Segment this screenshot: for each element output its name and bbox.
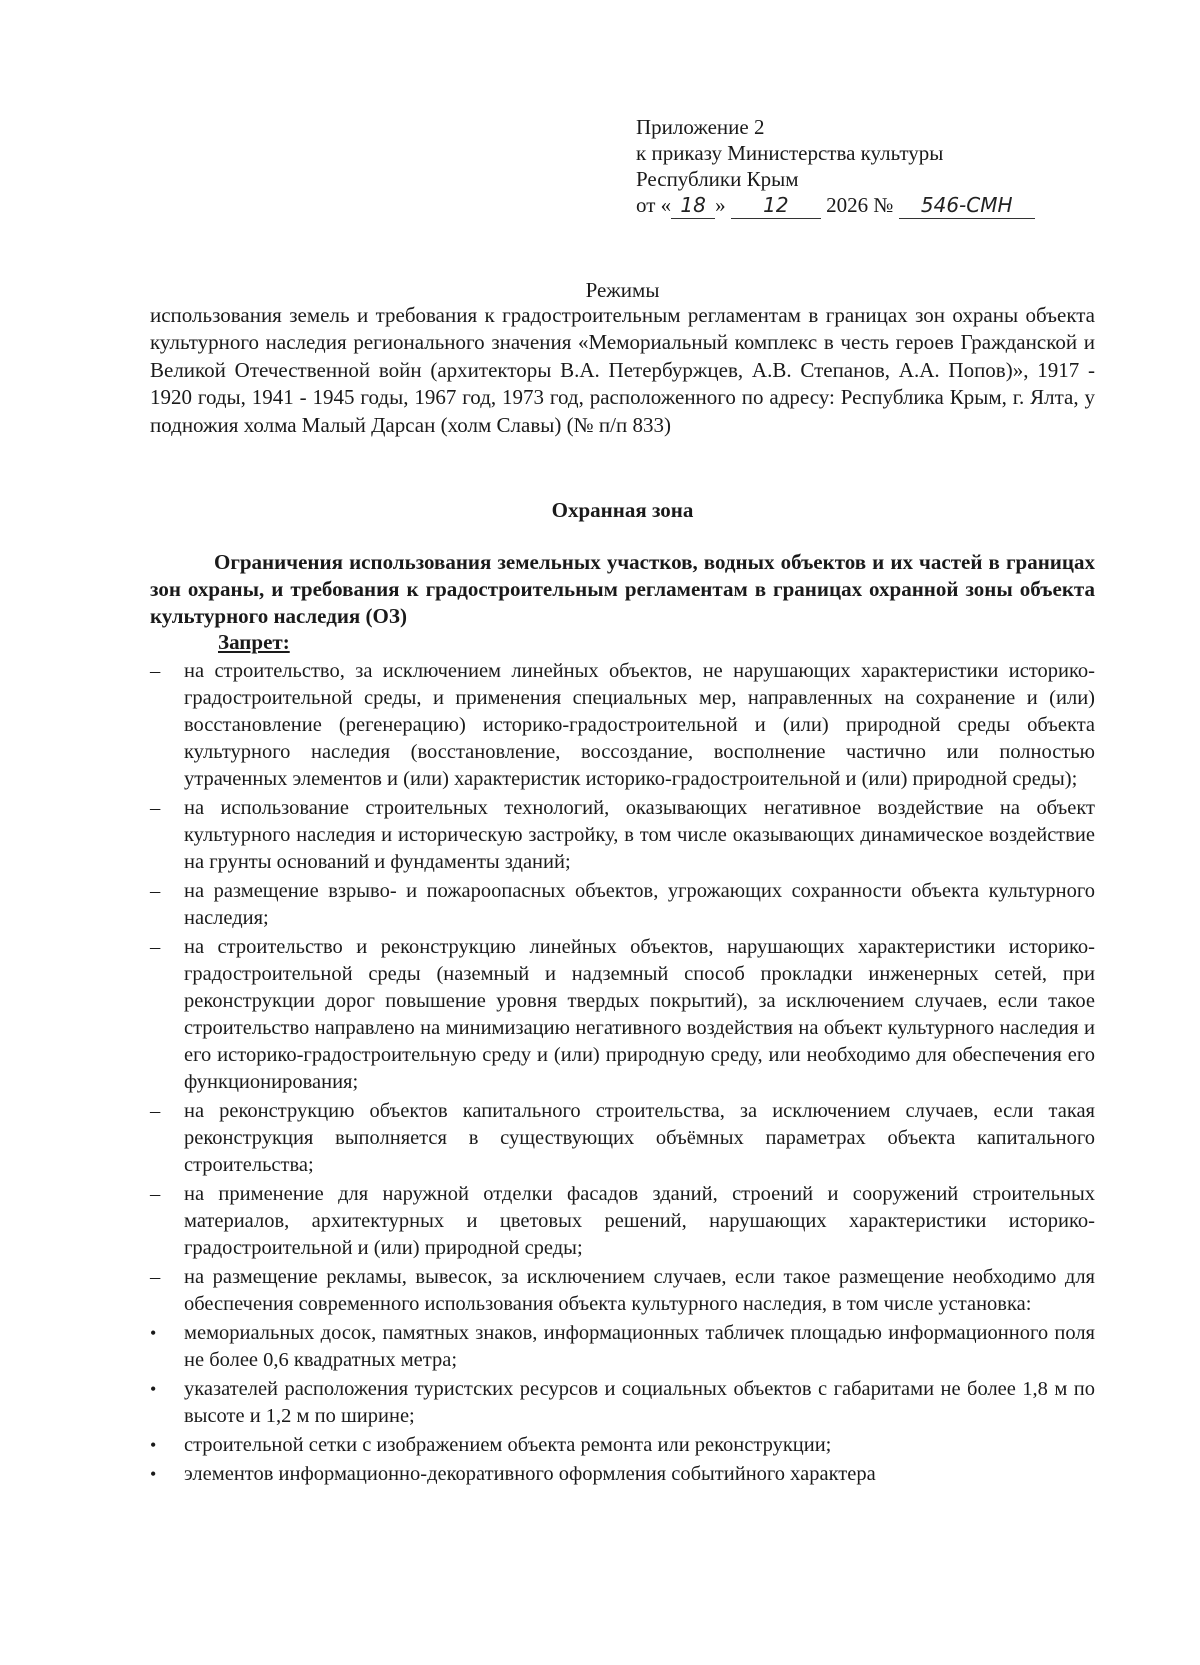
list-item — [150, 658, 1095, 793]
bullet-marker: • — [150, 1323, 157, 1343]
dash-marker: – — [150, 880, 161, 902]
date-mid: » — [715, 193, 726, 217]
list-item — [150, 934, 1095, 1096]
appendix-header — [636, 114, 1035, 219]
list-item — [150, 1264, 1095, 1318]
dash-marker: – — [150, 797, 161, 819]
dash-marker: – — [150, 660, 161, 682]
order-number: 546-СМН — [899, 192, 1035, 219]
date-day: 18 — [671, 192, 715, 219]
list-item-text: элементов информационно-декоративного оформления событийного характера — [184, 1463, 876, 1485]
appendix-line-3: Республики Крым — [636, 167, 799, 191]
list-item — [150, 1181, 1095, 1262]
date-month: 12 — [731, 192, 821, 219]
list-item — [150, 1432, 1095, 1459]
zone-title: Охранная зона — [551, 498, 694, 522]
list-item-text: на применение для наружной отделки фасадов зданий, строений и сооружений строительных материалов, архитектурных и цветовых решений, нарушающих характеристики историко-градостроительной и (или) природной среды; — [184, 1183, 1095, 1259]
bullet-marker: • — [150, 1379, 157, 1399]
appendix-line-1: Приложение 2 — [636, 115, 765, 139]
dash-marker: – — [150, 1100, 161, 1122]
list-item — [150, 1461, 1095, 1488]
list-item — [150, 1098, 1095, 1179]
date-prefix: от « — [636, 193, 672, 217]
list-item-text: указателей расположения туристских ресурсов и социальных объектов с габаритами не более 1,8 м по высоте и 1,2 м по ширине; — [184, 1378, 1095, 1427]
restrictions-list — [150, 658, 1095, 1490]
list-item-text: на реконструкцию объектов капитального строительства, за исключением случаев, если такая реконструкция выполняется в существующих объёмных параметрах объекта капитального строительства; — [184, 1100, 1095, 1176]
appendix-date-line — [636, 192, 1035, 219]
list-item-text: на размещение взрыво- и пожароопасных объектов, угрожающих сохранности объекта культурного наследия; — [184, 880, 1095, 929]
list-item-text: на строительство, за исключением линейных объектов, не нарушающих характеристики историко-градостроительной среды, и применения специальных мер, направленных на сохранение и (или) восстановление (регенерацию) историко-градостроительной и (или) природной среды объекта культурного наследия (восстановление, воссоздание, восполнение частично или полностью утраченных элементов и (или) характеристик историко-градостроительной и (или) природной среды); — [184, 660, 1095, 790]
dash-marker: – — [150, 936, 161, 958]
restrictions-heading: Ограничения использования земельных участков, водных объектов и их частей в границах зон охраны, и требования к градостроительным регламентам в границах охранной зоны объекта культурного наследия (ОЗ) — [150, 550, 1095, 628]
ban-label: Запрет: — [218, 630, 290, 654]
document-subtitle: использования земель и требования к градостроительным регламентам в границах зон охраны объекта культурного наследия регионального значения «Мемориальный комплекс в честь героев Гражданской и Великой Отечественной войн (архитекторы В.А. Петербуржцев, А.В. Степанов, А.А. Попов)», 1917 - 1920 годы, 1941 - 1945 годы, 1967 год, 1973 год, расположенного по адресу: Республика Крым, г. Ялта, у подножия холма Малый Дарсан (холм Славы) (№ п/п 833) — [150, 303, 1095, 437]
list-item — [150, 1376, 1095, 1430]
date-year: 2026 № — [826, 193, 894, 217]
list-item — [150, 795, 1095, 876]
list-item-text: мемориальных досок, памятных знаков, информационных табличек площадью информационного поля не более 0,6 квадратных метра; — [184, 1322, 1095, 1371]
list-item-text: на использование строительных технологий, оказывающих негативное воздействие на объект культурного наследия и историческую застройку, в том числе оказывающих динамическое воздействие на грунты оснований и фундаменты зданий; — [184, 797, 1095, 873]
document-title: Режимы — [585, 278, 660, 302]
list-item-text: строительной сетки с изображением объекта ремонта или реконструкции; — [184, 1434, 832, 1456]
bullet-marker: • — [150, 1464, 157, 1484]
dash-marker: – — [150, 1266, 161, 1288]
list-item — [150, 1320, 1095, 1374]
list-item — [150, 878, 1095, 932]
appendix-line-2: к приказу Министерства культуры — [636, 141, 944, 165]
list-item-text: на строительство и реконструкцию линейных объектов, нарушающих характеристики историко-градостроительной среды (наземный и надземный способ прокладки инженерных сетей, при реконструкции дорог повышение уровня твердых покрытий), за исключением случаев, если такое строительство направлено на минимизацию негативного воздействия на объект культурного наследия и его историко-градостроительную среду и (или) природную среду, или необходимо для обеспечения его функционирования; — [184, 936, 1095, 1093]
bullet-marker: • — [150, 1435, 157, 1455]
dash-marker: – — [150, 1183, 161, 1205]
list-item-text: на размещение рекламы, вывесок, за исключением случаев, если такое размещение необходимо для обеспечения современного использования объекта культурного наследия, в том числе установка: — [184, 1266, 1095, 1315]
